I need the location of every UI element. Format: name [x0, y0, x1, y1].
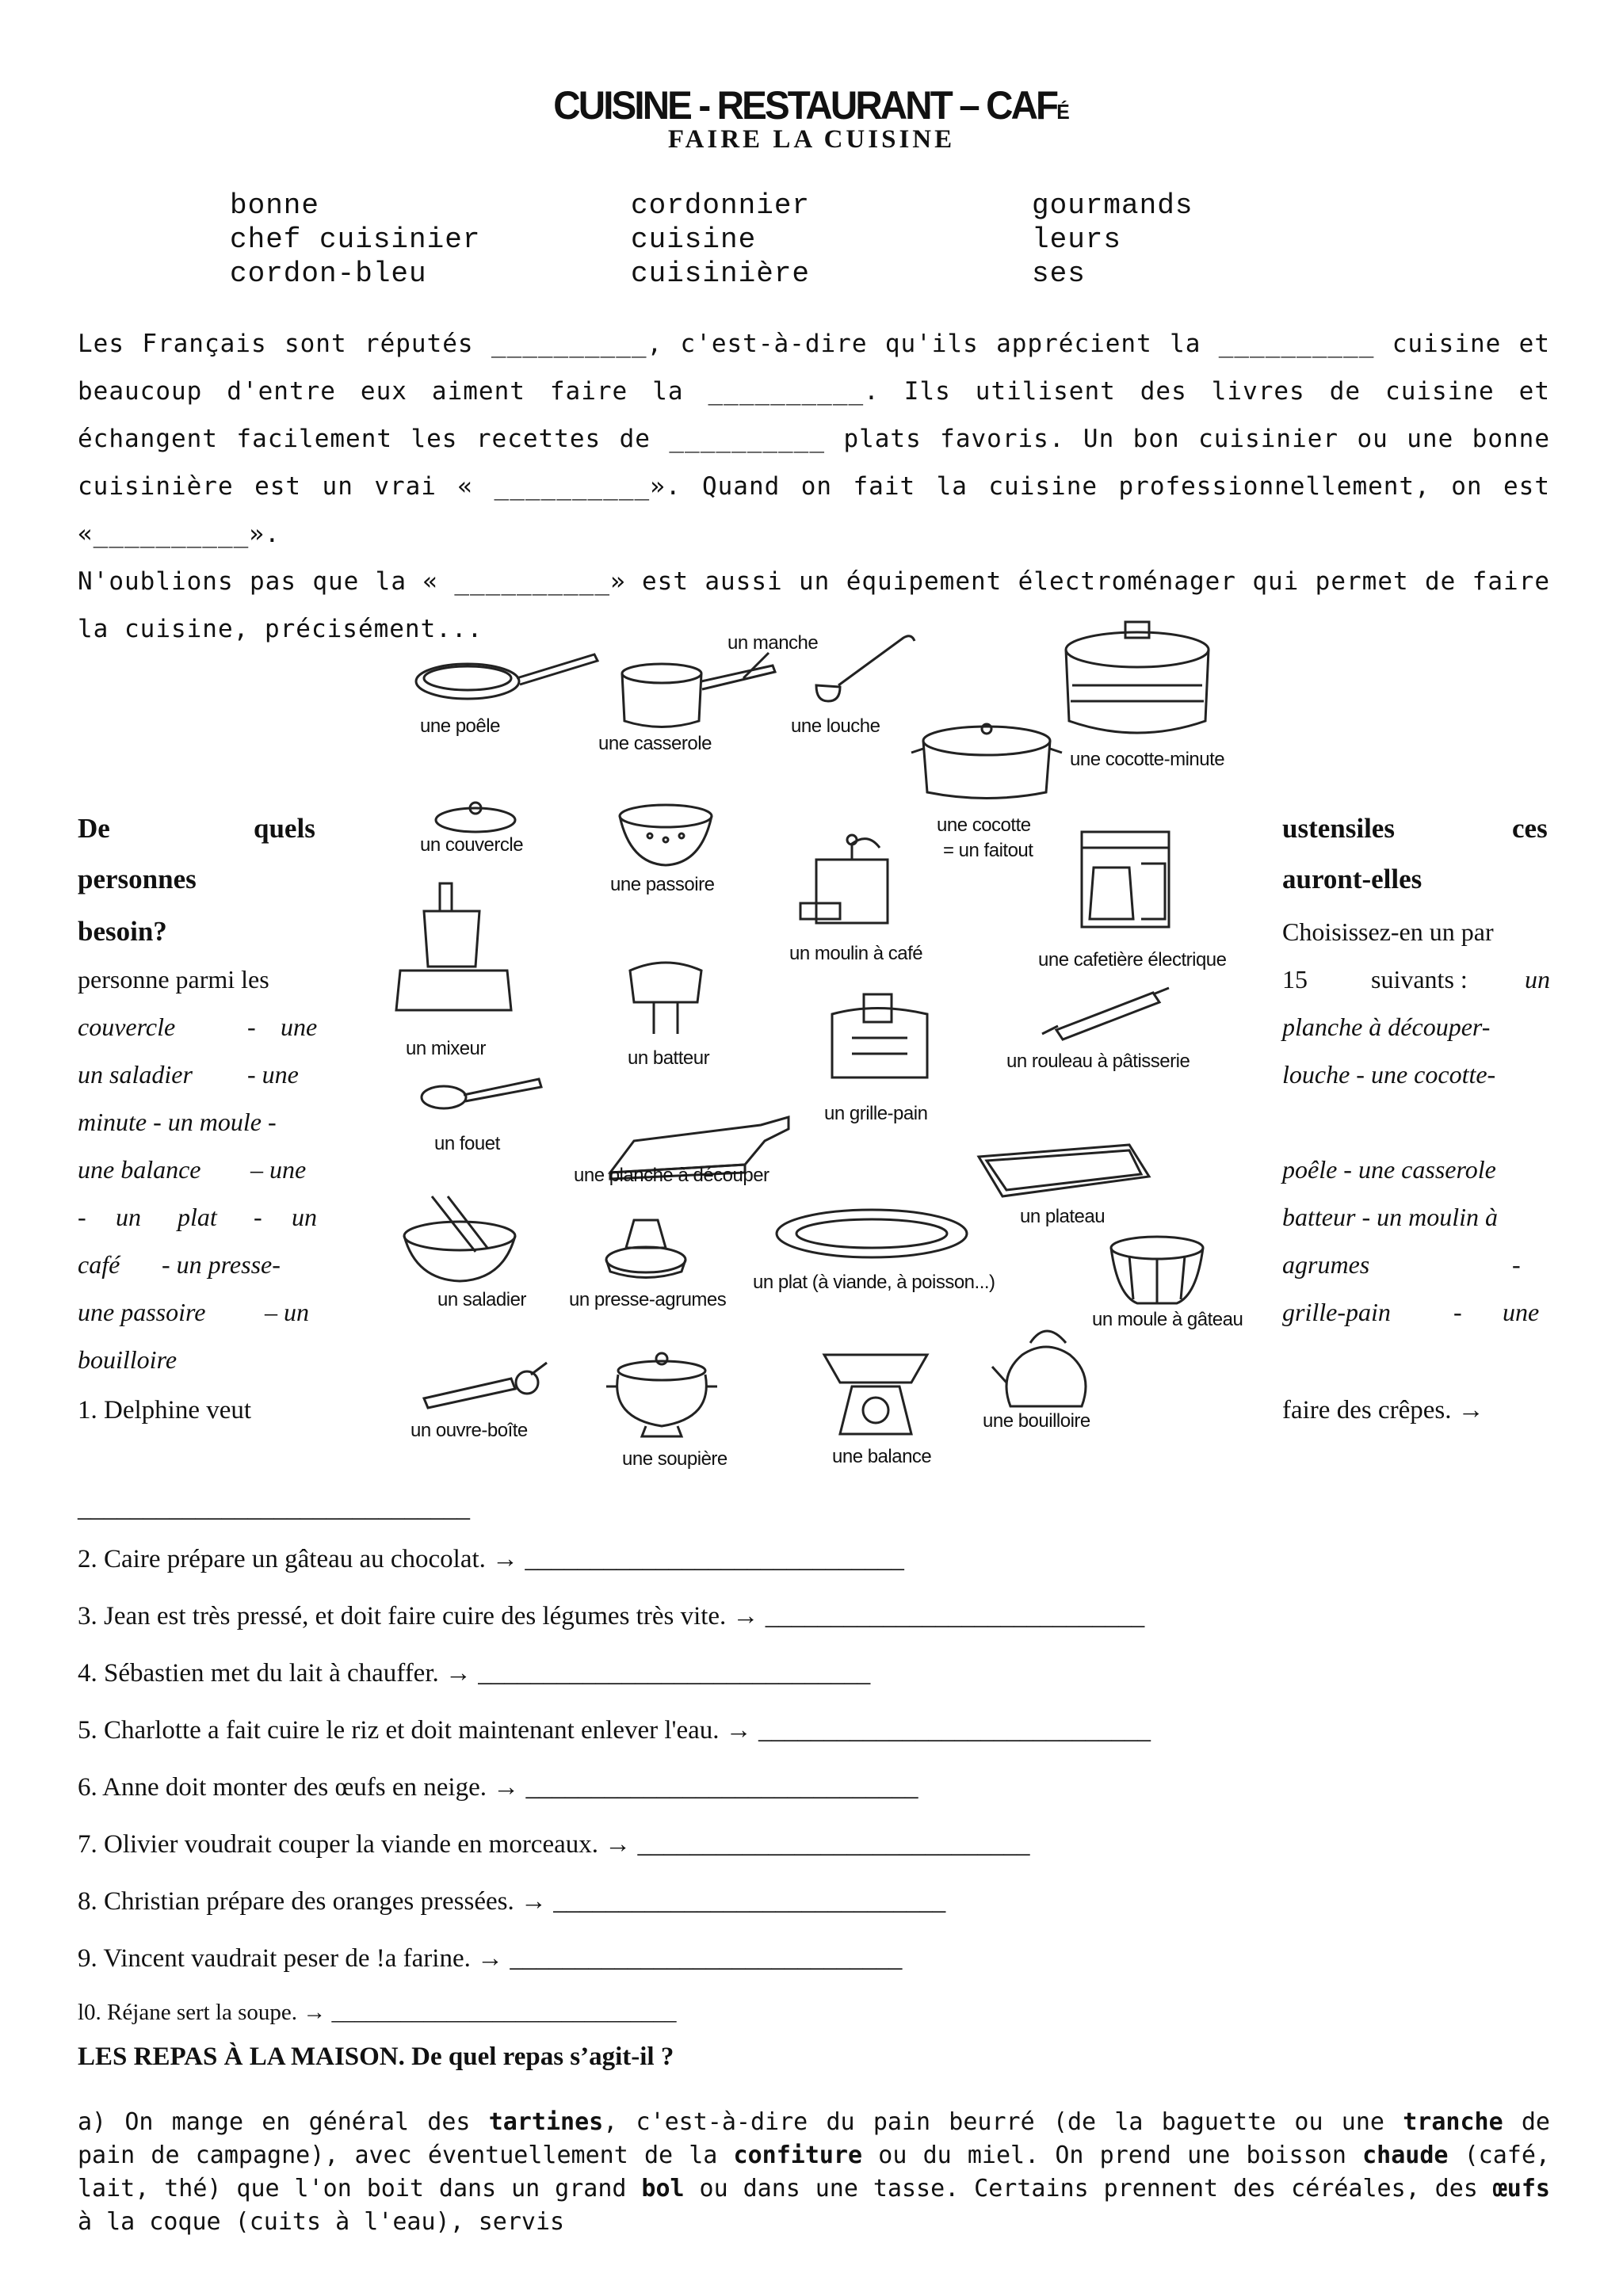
word-bank-word: bonne — [230, 189, 320, 222]
question-4: 4. Sébastien met du lait à chauffer. → ______________________________ — [78, 1659, 871, 1688]
question-3: 3. Jean est très pressé, et doit faire cuire des légumes très vite. → _____________________________ — [78, 1602, 1145, 1630]
side-text: café — [78, 1250, 120, 1279]
word-bank-word: cuisine — [631, 223, 757, 256]
word-bank-word: cordonnier — [631, 189, 811, 222]
meal-keyword: confiture — [733, 2142, 863, 2169]
side-text: ces — [1512, 813, 1548, 844]
coffee-grinder-icon — [792, 828, 911, 931]
utensil-label: un mixeur — [406, 1038, 486, 1059]
meal-text: de pain de campagne), avec éventuellement de la — [78, 2108, 1550, 2169]
word-bank-word: leurs — [1032, 223, 1122, 256]
side-text: – une — [250, 1155, 307, 1184]
side-text: une — [1503, 1298, 1540, 1326]
side-text: batteur - un moulin à — [1282, 1203, 1498, 1231]
utensil-label: une bouilloire — [983, 1410, 1090, 1432]
side-text: 15 — [1282, 965, 1308, 994]
side-text: une passoire — [78, 1298, 206, 1326]
hand-mixer-icon — [622, 955, 709, 1042]
lid-icon — [432, 792, 519, 836]
word-bank-column-3 — [1032, 189, 1193, 291]
utensil-label: une balance — [832, 1446, 932, 1467]
frying-pan-icon — [412, 650, 602, 713]
section-heading: LES REPAS À LA MAISON. De quel repas s’agit-il ? — [78, 2042, 674, 2071]
meal-text: a) On mange en général des — [78, 2108, 489, 2136]
question-2: 2. Caire prépare un gâteau au chocolat. → _____________________________ — [78, 1545, 904, 1573]
page-title-main: CUISINE - RESTAURANT – CAF — [553, 83, 1057, 128]
word-bank-word: chef cuisinier — [230, 223, 481, 256]
soup-tureen-icon — [602, 1351, 721, 1438]
meal-keyword: tranche — [1403, 2108, 1503, 2136]
stewpot-icon — [911, 717, 1062, 804]
side-text: un — [116, 1203, 141, 1231]
utensil-label: une casserole — [598, 733, 712, 754]
utensil-label: une passoire — [610, 874, 715, 895]
side-text: auront-elles — [1282, 864, 1423, 894]
utensil-label: un fouet — [434, 1133, 500, 1154]
citrus-press-icon — [602, 1212, 689, 1280]
side-text: une — [281, 1013, 318, 1041]
question-6: 6. Anne doit monter des œufs en neige. → ______________________________ — [78, 1773, 918, 1802]
question-7: 7. Olivier voudrait couper la viande en morceaux. → ______________________________ — [78, 1830, 1030, 1859]
side-text: bouilloire — [78, 1345, 178, 1374]
side-text: quels — [254, 813, 315, 844]
word-bank-word: cuisinière — [631, 257, 811, 290]
cake-mould-icon — [1106, 1232, 1209, 1311]
meal-text: à la coque (cuits à l'eau), servis — [78, 2208, 565, 2236]
coffee-maker-icon — [1066, 824, 1185, 935]
utensil-label: un presse-agrumes — [569, 1289, 727, 1310]
side-text: - — [1453, 1298, 1462, 1326]
leader-line — [737, 651, 785, 683]
side-text: minute - un moule - — [78, 1108, 277, 1136]
colander-icon — [614, 800, 717, 871]
side-text: besoin? — [78, 916, 167, 947]
meal-text: ou du miel. On prend une boisson — [862, 2142, 1363, 2169]
side-text: un — [292, 1203, 317, 1231]
serving-dish-icon — [773, 1204, 971, 1264]
utensil-label: une soupière — [622, 1448, 727, 1470]
utensil-label: = un faitout — [943, 840, 1033, 861]
word-bank-word: cordon-bleu — [230, 257, 427, 290]
side-text: - un presse- — [162, 1250, 281, 1279]
meal-paragraph-a — [78, 2106, 1550, 2239]
side-text: grille-pain — [1282, 1298, 1391, 1326]
utensil-label: un saladier — [437, 1289, 526, 1310]
utensil-label: un rouleau à pâtisserie — [1006, 1051, 1190, 1072]
utensil-label: un moule à gâteau — [1092, 1309, 1243, 1330]
utensil-label: une cafetière électrique — [1038, 949, 1227, 971]
utensil-label: un plateau — [1020, 1206, 1106, 1227]
blender-icon — [396, 879, 515, 1022]
side-text: planche à découper- — [1282, 1013, 1491, 1041]
utensil-label: une cocotte — [937, 814, 1031, 836]
side-text: Choisissez-en un par — [1282, 917, 1494, 946]
side-text: - — [247, 1013, 256, 1041]
utensil-label: une louche — [791, 715, 880, 737]
page-title — [40, 82, 1583, 128]
side-text: - — [254, 1203, 262, 1231]
side-text: couvercle — [78, 1013, 176, 1041]
word-bank-word: gourmands — [1032, 189, 1193, 222]
side-text: poêle - une casserole — [1282, 1155, 1496, 1184]
meal-text: (café, lait, thé) que l'on boit dans un grand — [78, 2142, 1550, 2203]
rolling-pin-icon — [1034, 986, 1177, 1042]
intro-paragraph — [78, 320, 1550, 653]
meal-keyword: œufs — [1492, 2175, 1550, 2203]
side-text: - — [78, 1203, 86, 1231]
question-1-start: 1. Delphine veut — [78, 1396, 252, 1425]
page-subtitle: FAIRE LA CUISINE — [667, 125, 956, 154]
utensil-label: un grille-pain — [824, 1103, 928, 1124]
side-text: ustensiles — [1282, 813, 1395, 844]
side-text: un saladier — [78, 1060, 193, 1089]
pressure-cooker-icon — [1058, 614, 1224, 741]
side-text: personnes — [78, 864, 197, 894]
word-bank-column-1 — [230, 189, 480, 291]
question-1-end: faire des crêpes. → — [1282, 1396, 1484, 1425]
meal-text: , c'est-à-dire du pain beurré (de la baguette ou une — [603, 2108, 1403, 2136]
side-text: plat — [178, 1203, 217, 1231]
can-opener-icon — [416, 1359, 551, 1414]
utensil-label: une poêle — [420, 715, 500, 737]
side-text: une balance — [78, 1155, 201, 1184]
utensil-label: un moulin à café — [789, 943, 923, 964]
question-1-answer-line: ______________________________ — [78, 1494, 470, 1523]
meal-keyword: tartines — [488, 2108, 604, 2136]
utensil-label: un batteur — [628, 1047, 710, 1069]
page-title-accent: É — [1056, 100, 1070, 124]
whisk-icon — [416, 1070, 543, 1125]
kettle-icon — [991, 1319, 1102, 1414]
side-text: – un — [265, 1298, 309, 1326]
meal-keyword: bol — [641, 2175, 685, 2203]
side-text: - une — [247, 1060, 299, 1089]
question-9: 9. Vincent vaudrait peser de !a farine. → ______________________________ — [78, 1944, 903, 1973]
toaster-icon — [824, 990, 935, 1085]
word-bank-column-2 — [631, 189, 810, 291]
utensil-label: une planche à découper — [574, 1165, 769, 1186]
question-5: 5. Charlotte a fait cuire le riz et doit maintenant enlever l'eau. → ______________________________ — [78, 1716, 1151, 1745]
intro-paragraph-1: Les Français sont réputés __________, c'est-à-dire qu'ils apprécient la __________ cuisine et beaucoup d'entre eux aiment faire la __________. Ils utilisent des livres de cuisine et échangent facilement les recettes de __________ plats favoris. Un bon cuisinier ou une bonne cuisinière est un vrai « __________». Quand on fait la cuisine professionnellement, on est «__________». — [78, 330, 1550, 548]
tray-icon — [971, 1141, 1153, 1204]
question-10: l0. Réjane sert la soupe. → ______________________________ — [78, 2000, 677, 2025]
utensil-label: un couvercle — [420, 834, 524, 856]
utensil-label: un ouvre-boîte — [411, 1420, 528, 1441]
side-text: louche - une cocotte- — [1282, 1060, 1496, 1089]
utensil-label: un plat (à viande, à poisson...) — [753, 1272, 995, 1293]
side-text: De — [78, 813, 110, 844]
side-text: un — [1525, 965, 1550, 994]
word-bank-word: ses — [1032, 257, 1086, 290]
utensil-label: un manche — [727, 632, 819, 654]
side-text: personne parmi les — [78, 965, 269, 994]
kitchen-scale-icon — [820, 1347, 931, 1442]
meal-text: ou dans une tasse. Certains prennent des céréales, des — [684, 2175, 1493, 2203]
salad-bowl-icon — [400, 1192, 519, 1283]
intro-paragraph-2: N'oublions pas que la « __________» est aussi un équipement électroménager qui permet de faire la cuisine, précisément... — [78, 567, 1550, 643]
side-text: agrumes — [1282, 1250, 1370, 1279]
side-text: suivants : — [1371, 965, 1468, 994]
side-text: - — [1512, 1250, 1521, 1279]
question-8: 8. Christian prépare des oranges pressées. → ______________________________ — [78, 1887, 946, 1916]
meal-keyword: chaude — [1362, 2142, 1449, 2169]
utensil-label: une cocotte-minute — [1070, 749, 1225, 770]
